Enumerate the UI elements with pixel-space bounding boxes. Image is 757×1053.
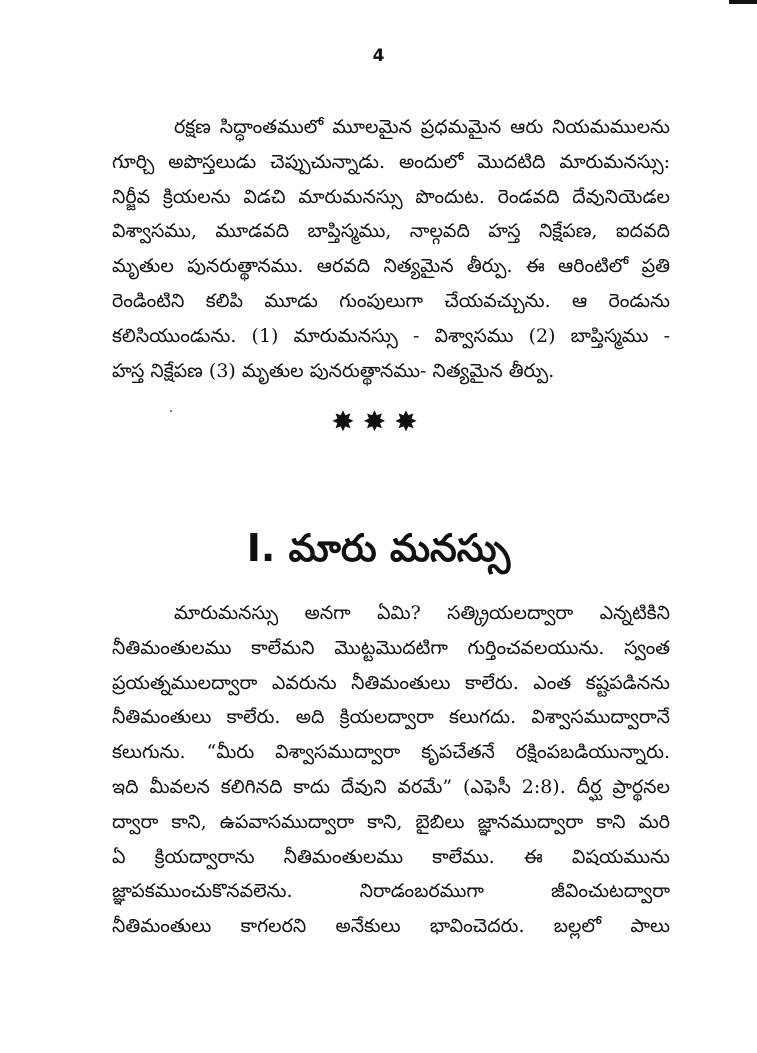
scan-edge-mark [729,0,757,4]
section-heading: I. మారు మనస్సు [246,526,511,570]
intro-paragraph [112,110,670,388]
section-body-paragraph [112,596,670,944]
paragraph-line: నీతిమంతులు కాగలరని అనేకులు భావించెదరు. బల్లలో పాలు [112,915,670,938]
paragraph-line: గూర్చి అపొస్తలుడు చెప్పుచున్నాడు. అందులో మొదటిది మారుమనస్సు: [112,150,670,173]
paragraph-line: ఇది మీవలన కలిగినది కాదు దేవుని వరమే” (ఎఫెసీ 2:8). దీర్ఘ ప్రార్థనల [112,775,670,798]
paragraph-line: రెండింటిని కలిపి మూడు గుంపులుగా చేయవచ్చును. ఆ రెండును [112,289,670,312]
section-divider-ornament: ✸✸✸ [331,405,426,438]
paragraph-line: మృతుల పునరుత్థానము. ఆరవది నిత్యమైన తీర్పు. ఈ ఆరింటిలో ప్రతి [112,255,670,278]
paragraph-line: ఏ క్రియద్వారాను నీతిమంతులము కాలేము. ఈ విషయమును [112,845,670,868]
paragraph-line: ప్రయత్నములద్వారా ఎవరును నీతిమంతులు కాలేరు. ఎంత కష్టపడినను [112,671,670,694]
paragraph-line: కలిసియుండును. (1) మారుమనస్సు - విశ్వాసము (2) బాప్తిస్మము - [112,324,670,347]
paragraph-line: మారుమనస్సు అనగా ఏమి? సత్క్రియలద్వారా ఎన్నటికిని [174,602,670,624]
paragraph-line: ద్వారా కాని, ఉపవాసముద్వారా కాని, బైబిలు జ్ఞానముద్వారా కాని మరి [112,810,670,833]
page-number: 4 [372,46,385,66]
paragraph-line: కలుగును. “మీరు విశ్వాసముద్వారా కృపచేతనే రక్షింపబడియున్నారు. [112,741,670,764]
paragraph-line: విశ్వాసము, మూడవది బాప్తిస్మము, నాల్గవది హస్త నిక్షేపణ, ఐదవది [112,220,670,243]
paragraph-line: నీతిమంతులము కాలేమని మొట్టమొదటిగా గుర్తించవలయును. స్వంత [112,636,670,659]
paragraph-line: నీతిమంతులు కాలేరు. అది క్రియలద్వారా కలుగదు. విశ్వాసముద్వారానే [112,706,670,729]
paragraph-line: రక్షణ సిద్ధాంతములో మూలమైన ప్రధమమైన ఆరు నియమములను [174,116,670,138]
paragraph-line: జ్ఞాపకముంచుకొనవలెను. నిరాడంబరముగా జీవించుటద్వారా [112,880,670,903]
paragraph-line: నిర్జీవ క్రియలను విడచి మారుమనస్సు పొందుట. రెండవది దేవునియెడల [112,185,670,208]
paragraph-line: హస్త నిక్షేపణ (3) మృతుల పునరుత్థానము- నిత్యమైన తీర్పు. [112,359,555,382]
